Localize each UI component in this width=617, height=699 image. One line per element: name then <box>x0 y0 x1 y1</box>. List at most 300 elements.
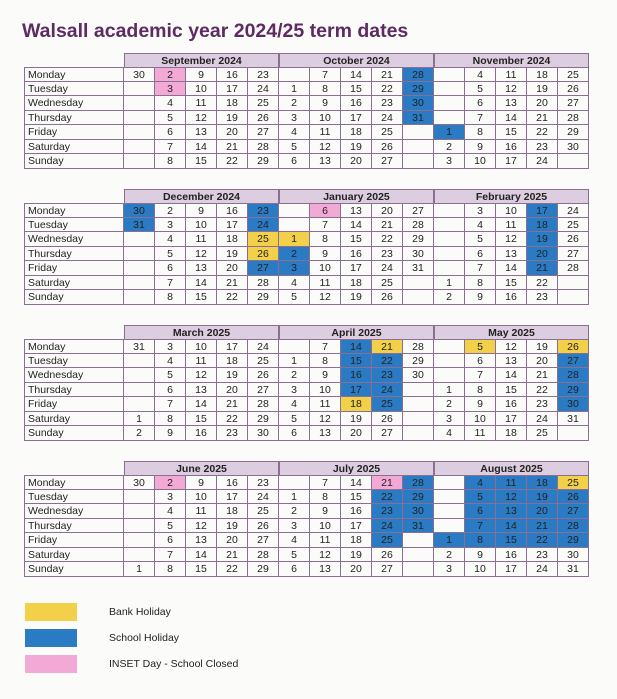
day-label: Friday <box>24 261 124 276</box>
date-cell: 15 <box>496 276 527 291</box>
date-cell: 23 <box>217 426 248 441</box>
date-cell: 11 <box>496 475 527 490</box>
legend-label: INSET Day - School Closed <box>109 658 239 670</box>
date-cell: 19 <box>341 548 372 563</box>
date-cell: 8 <box>465 533 496 548</box>
date-cell <box>403 533 434 548</box>
date-cell: 14 <box>496 368 527 383</box>
date-cell: 24 <box>527 154 558 169</box>
date-cell: 30 <box>248 426 279 441</box>
date-cell: 21 <box>527 519 558 534</box>
date-cell: 18 <box>341 276 372 291</box>
date-cell: 6 <box>279 154 310 169</box>
date-cell: 8 <box>310 354 341 369</box>
date-cell: 28 <box>248 276 279 291</box>
date-cell: 29 <box>558 125 589 140</box>
date-cell: 5 <box>465 232 496 247</box>
page-title: Walsall academic year 2024/25 term dates <box>22 20 409 42</box>
date-cell: 15 <box>186 290 217 305</box>
date-cell: 18 <box>527 475 558 490</box>
date-cell: 13 <box>496 504 527 519</box>
date-cell: 19 <box>217 368 248 383</box>
day-label: Wednesday <box>24 232 124 247</box>
date-cell: 14 <box>186 140 217 155</box>
date-cell: 4 <box>279 125 310 140</box>
date-cell: 1 <box>124 412 155 427</box>
date-cell: 24 <box>248 490 279 505</box>
legend-school-holiday <box>25 628 179 648</box>
month-header: February 2025 <box>434 189 589 203</box>
date-cell <box>434 96 465 111</box>
date-cell <box>434 247 465 262</box>
date-cell: 28 <box>403 67 434 82</box>
date-cell: 4 <box>279 397 310 412</box>
date-cell: 13 <box>341 203 372 218</box>
date-cell: 5 <box>279 290 310 305</box>
date-cell: 24 <box>248 339 279 354</box>
date-cell: 25 <box>558 67 589 82</box>
date-cell: 7 <box>155 276 186 291</box>
date-cell <box>124 276 155 291</box>
date-cell: 4 <box>465 218 496 233</box>
date-cell: 31 <box>558 412 589 427</box>
date-cell: 26 <box>248 519 279 534</box>
date-cell: 25 <box>558 218 589 233</box>
date-cell: 10 <box>186 218 217 233</box>
date-cell: 9 <box>465 548 496 563</box>
date-cell <box>434 67 465 82</box>
date-cell: 5 <box>279 548 310 563</box>
date-cell: 12 <box>186 111 217 126</box>
date-cell: 6 <box>465 354 496 369</box>
inset-day-swatch <box>25 655 77 673</box>
date-cell: 10 <box>310 261 341 276</box>
date-cell: 18 <box>527 218 558 233</box>
date-cell: 22 <box>217 154 248 169</box>
date-cell: 15 <box>496 533 527 548</box>
header-spacer <box>24 461 124 475</box>
day-label: Monday <box>24 203 124 218</box>
date-cell: 27 <box>248 383 279 398</box>
date-cell: 10 <box>186 490 217 505</box>
date-cell: 12 <box>310 140 341 155</box>
date-cell: 16 <box>496 397 527 412</box>
date-cell: 25 <box>248 504 279 519</box>
date-cell: 14 <box>341 475 372 490</box>
date-cell: 17 <box>217 218 248 233</box>
date-cell: 31 <box>403 111 434 126</box>
day-label: Monday <box>24 67 124 82</box>
date-cell: 15 <box>341 490 372 505</box>
date-cell <box>124 504 155 519</box>
day-label: Saturday <box>24 276 124 291</box>
date-cell: 26 <box>248 247 279 262</box>
date-cell: 11 <box>186 504 217 519</box>
date-cell: 22 <box>217 290 248 305</box>
header-spacer <box>24 53 124 67</box>
date-cell: 8 <box>155 154 186 169</box>
date-cell: 25 <box>248 96 279 111</box>
date-cell: 3 <box>279 111 310 126</box>
date-cell: 31 <box>124 339 155 354</box>
date-cell: 14 <box>496 261 527 276</box>
date-cell <box>403 154 434 169</box>
date-cell: 8 <box>155 412 186 427</box>
date-cell: 2 <box>155 67 186 82</box>
date-cell: 4 <box>465 67 496 82</box>
date-cell: 6 <box>279 426 310 441</box>
date-cell: 14 <box>341 67 372 82</box>
date-cell: 12 <box>186 368 217 383</box>
date-cell: 29 <box>403 354 434 369</box>
date-cell: 27 <box>403 203 434 218</box>
date-cell: 5 <box>465 339 496 354</box>
date-cell: 18 <box>527 67 558 82</box>
date-cell: 24 <box>372 261 403 276</box>
date-cell: 27 <box>558 247 589 262</box>
date-cell: 10 <box>465 562 496 577</box>
date-cell: 1 <box>279 82 310 97</box>
date-cell: 21 <box>527 368 558 383</box>
date-cell: 31 <box>124 218 155 233</box>
date-cell <box>124 82 155 97</box>
day-label: Friday <box>24 397 124 412</box>
date-cell: 14 <box>496 111 527 126</box>
day-label: Sunday <box>24 426 124 441</box>
date-cell: 11 <box>310 533 341 548</box>
date-cell: 13 <box>186 383 217 398</box>
date-cell: 10 <box>310 111 341 126</box>
month-header: January 2025 <box>279 189 434 203</box>
day-label: Wednesday <box>24 96 124 111</box>
date-cell: 16 <box>496 140 527 155</box>
date-cell: 20 <box>527 504 558 519</box>
date-cell: 10 <box>465 412 496 427</box>
date-cell: 21 <box>527 111 558 126</box>
date-cell: 20 <box>217 261 248 276</box>
date-cell: 28 <box>248 397 279 412</box>
date-cell: 22 <box>217 412 248 427</box>
date-cell: 10 <box>465 154 496 169</box>
date-cell: 16 <box>186 426 217 441</box>
date-cell: 13 <box>186 125 217 140</box>
date-cell: 8 <box>155 290 186 305</box>
date-cell: 30 <box>124 475 155 490</box>
date-cell: 2 <box>155 475 186 490</box>
date-cell: 19 <box>217 247 248 262</box>
date-cell: 27 <box>372 426 403 441</box>
date-cell: 26 <box>372 290 403 305</box>
date-cell: 22 <box>372 232 403 247</box>
date-cell: 13 <box>186 261 217 276</box>
date-cell <box>434 82 465 97</box>
date-cell <box>124 354 155 369</box>
date-cell: 20 <box>217 125 248 140</box>
date-cell: 9 <box>186 475 217 490</box>
header-spacer <box>24 189 124 203</box>
date-cell: 6 <box>155 383 186 398</box>
date-cell <box>403 383 434 398</box>
date-cell: 9 <box>186 67 217 82</box>
date-cell <box>403 562 434 577</box>
date-cell <box>124 519 155 534</box>
date-cell: 21 <box>527 261 558 276</box>
calendar-block-winter <box>24 189 589 305</box>
date-cell: 15 <box>341 82 372 97</box>
date-cell <box>403 125 434 140</box>
month-header: August 2025 <box>434 461 589 475</box>
date-cell: 7 <box>310 339 341 354</box>
date-cell: 16 <box>341 504 372 519</box>
date-cell: 31 <box>403 519 434 534</box>
date-cell: 11 <box>496 67 527 82</box>
date-cell <box>279 475 310 490</box>
date-cell: 20 <box>341 426 372 441</box>
date-cell: 13 <box>310 426 341 441</box>
date-cell: 25 <box>372 276 403 291</box>
month-header: March 2025 <box>124 325 279 339</box>
date-cell <box>403 290 434 305</box>
date-cell: 17 <box>527 203 558 218</box>
date-cell <box>434 475 465 490</box>
date-cell: 28 <box>403 218 434 233</box>
date-cell: 5 <box>155 247 186 262</box>
date-cell: 7 <box>155 397 186 412</box>
date-cell <box>403 397 434 412</box>
day-label: Saturday <box>24 140 124 155</box>
date-cell: 17 <box>496 562 527 577</box>
date-cell: 10 <box>186 82 217 97</box>
date-cell: 19 <box>217 111 248 126</box>
date-cell: 16 <box>341 247 372 262</box>
date-cell <box>279 218 310 233</box>
date-cell: 20 <box>527 354 558 369</box>
date-cell: 12 <box>496 490 527 505</box>
date-cell: 10 <box>186 339 217 354</box>
day-label: Sunday <box>24 290 124 305</box>
date-cell: 23 <box>527 290 558 305</box>
date-cell: 9 <box>310 368 341 383</box>
date-cell <box>403 276 434 291</box>
date-cell <box>403 548 434 563</box>
day-label: Thursday <box>24 383 124 398</box>
date-cell: 7 <box>465 368 496 383</box>
date-cell: 17 <box>341 383 372 398</box>
date-cell: 3 <box>155 218 186 233</box>
date-cell: 22 <box>527 533 558 548</box>
date-cell: 29 <box>558 533 589 548</box>
date-cell <box>124 140 155 155</box>
date-cell: 14 <box>496 519 527 534</box>
date-cell <box>403 426 434 441</box>
month-header: December 2024 <box>124 189 279 203</box>
date-cell: 2 <box>434 548 465 563</box>
date-cell: 15 <box>496 383 527 398</box>
day-label: Sunday <box>24 154 124 169</box>
date-cell: 3 <box>434 412 465 427</box>
date-cell: 7 <box>155 140 186 155</box>
date-cell <box>434 232 465 247</box>
date-cell: 16 <box>217 475 248 490</box>
date-cell: 29 <box>558 383 589 398</box>
date-cell <box>124 96 155 111</box>
date-cell: 15 <box>186 154 217 169</box>
day-label: Sunday <box>24 562 124 577</box>
date-cell: 1 <box>434 276 465 291</box>
date-cell: 29 <box>403 82 434 97</box>
date-cell: 19 <box>527 339 558 354</box>
date-cell: 22 <box>372 354 403 369</box>
day-label: Saturday <box>24 548 124 563</box>
calendar-block-summer <box>24 461 589 577</box>
date-cell: 26 <box>558 82 589 97</box>
date-cell: 24 <box>527 412 558 427</box>
day-label: Thursday <box>24 111 124 126</box>
date-cell <box>124 533 155 548</box>
date-cell: 1 <box>279 490 310 505</box>
day-label: Friday <box>24 533 124 548</box>
date-cell: 20 <box>341 562 372 577</box>
date-cell: 2 <box>279 504 310 519</box>
date-cell: 8 <box>465 383 496 398</box>
date-cell <box>124 397 155 412</box>
date-cell: 18 <box>217 504 248 519</box>
date-cell: 23 <box>248 475 279 490</box>
month-header: October 2024 <box>279 53 434 67</box>
date-cell: 11 <box>186 354 217 369</box>
date-cell: 12 <box>310 412 341 427</box>
date-cell: 1 <box>279 354 310 369</box>
date-cell: 18 <box>217 354 248 369</box>
date-cell <box>558 290 589 305</box>
date-cell: 12 <box>310 290 341 305</box>
date-cell: 19 <box>527 490 558 505</box>
date-cell: 23 <box>527 140 558 155</box>
date-cell: 21 <box>217 397 248 412</box>
legend-label: School Holiday <box>109 632 180 644</box>
date-cell: 28 <box>558 111 589 126</box>
date-cell: 15 <box>341 354 372 369</box>
date-cell <box>558 426 589 441</box>
bank-holiday-swatch <box>25 603 77 621</box>
date-cell: 6 <box>155 533 186 548</box>
date-cell: 26 <box>558 490 589 505</box>
date-cell: 1 <box>434 533 465 548</box>
date-cell: 21 <box>372 339 403 354</box>
date-cell: 17 <box>341 111 372 126</box>
date-cell: 17 <box>217 339 248 354</box>
date-cell: 23 <box>372 96 403 111</box>
date-cell: 18 <box>217 232 248 247</box>
date-cell: 3 <box>279 383 310 398</box>
date-cell: 5 <box>465 490 496 505</box>
date-cell: 12 <box>186 519 217 534</box>
date-cell <box>434 490 465 505</box>
date-cell: 8 <box>310 82 341 97</box>
day-label: Saturday <box>24 412 124 427</box>
date-cell: 5 <box>155 519 186 534</box>
date-cell: 22 <box>372 490 403 505</box>
date-cell: 9 <box>465 397 496 412</box>
date-cell: 11 <box>496 218 527 233</box>
date-cell: 2 <box>279 247 310 262</box>
date-cell: 7 <box>465 261 496 276</box>
date-cell: 15 <box>341 232 372 247</box>
date-cell: 18 <box>341 533 372 548</box>
date-cell: 2 <box>434 140 465 155</box>
date-cell <box>279 339 310 354</box>
date-cell: 11 <box>186 232 217 247</box>
month-header: April 2025 <box>279 325 434 339</box>
date-cell: 3 <box>155 82 186 97</box>
date-cell: 16 <box>341 96 372 111</box>
date-cell: 19 <box>527 82 558 97</box>
date-cell <box>434 368 465 383</box>
date-cell <box>124 548 155 563</box>
calendar-block-spring <box>24 325 589 441</box>
date-cell: 6 <box>310 203 341 218</box>
date-cell: 27 <box>372 154 403 169</box>
date-cell: 17 <box>341 519 372 534</box>
date-cell: 23 <box>248 203 279 218</box>
date-cell: 13 <box>310 154 341 169</box>
date-cell: 26 <box>372 548 403 563</box>
date-cell: 22 <box>217 562 248 577</box>
date-cell: 7 <box>465 519 496 534</box>
date-cell: 14 <box>341 218 372 233</box>
date-cell <box>124 125 155 140</box>
date-cell: 16 <box>217 203 248 218</box>
date-cell: 16 <box>496 290 527 305</box>
date-cell: 4 <box>434 426 465 441</box>
date-cell: 4 <box>279 276 310 291</box>
date-cell <box>124 154 155 169</box>
date-cell <box>434 354 465 369</box>
day-label: Tuesday <box>24 490 124 505</box>
date-cell: 15 <box>496 125 527 140</box>
date-cell: 12 <box>496 232 527 247</box>
date-cell: 9 <box>186 203 217 218</box>
date-cell <box>558 276 589 291</box>
date-cell: 6 <box>279 562 310 577</box>
date-cell: 23 <box>248 67 279 82</box>
date-cell: 4 <box>155 232 186 247</box>
date-cell: 15 <box>186 562 217 577</box>
date-cell: 26 <box>248 111 279 126</box>
date-cell: 16 <box>341 368 372 383</box>
day-label: Tuesday <box>24 354 124 369</box>
date-cell: 4 <box>155 354 186 369</box>
date-cell: 27 <box>558 96 589 111</box>
date-cell: 3 <box>434 154 465 169</box>
date-cell <box>124 368 155 383</box>
legend-inset-day <box>25 654 238 674</box>
date-cell: 3 <box>279 519 310 534</box>
date-cell <box>124 383 155 398</box>
date-cell: 24 <box>372 111 403 126</box>
date-cell: 14 <box>341 339 372 354</box>
date-cell: 24 <box>248 82 279 97</box>
date-cell: 21 <box>217 276 248 291</box>
date-cell: 30 <box>558 548 589 563</box>
date-cell: 21 <box>372 475 403 490</box>
date-cell: 21 <box>217 140 248 155</box>
date-cell: 31 <box>558 562 589 577</box>
date-cell: 26 <box>372 412 403 427</box>
date-cell: 23 <box>372 504 403 519</box>
month-header: September 2024 <box>124 53 279 67</box>
date-cell: 6 <box>465 247 496 262</box>
